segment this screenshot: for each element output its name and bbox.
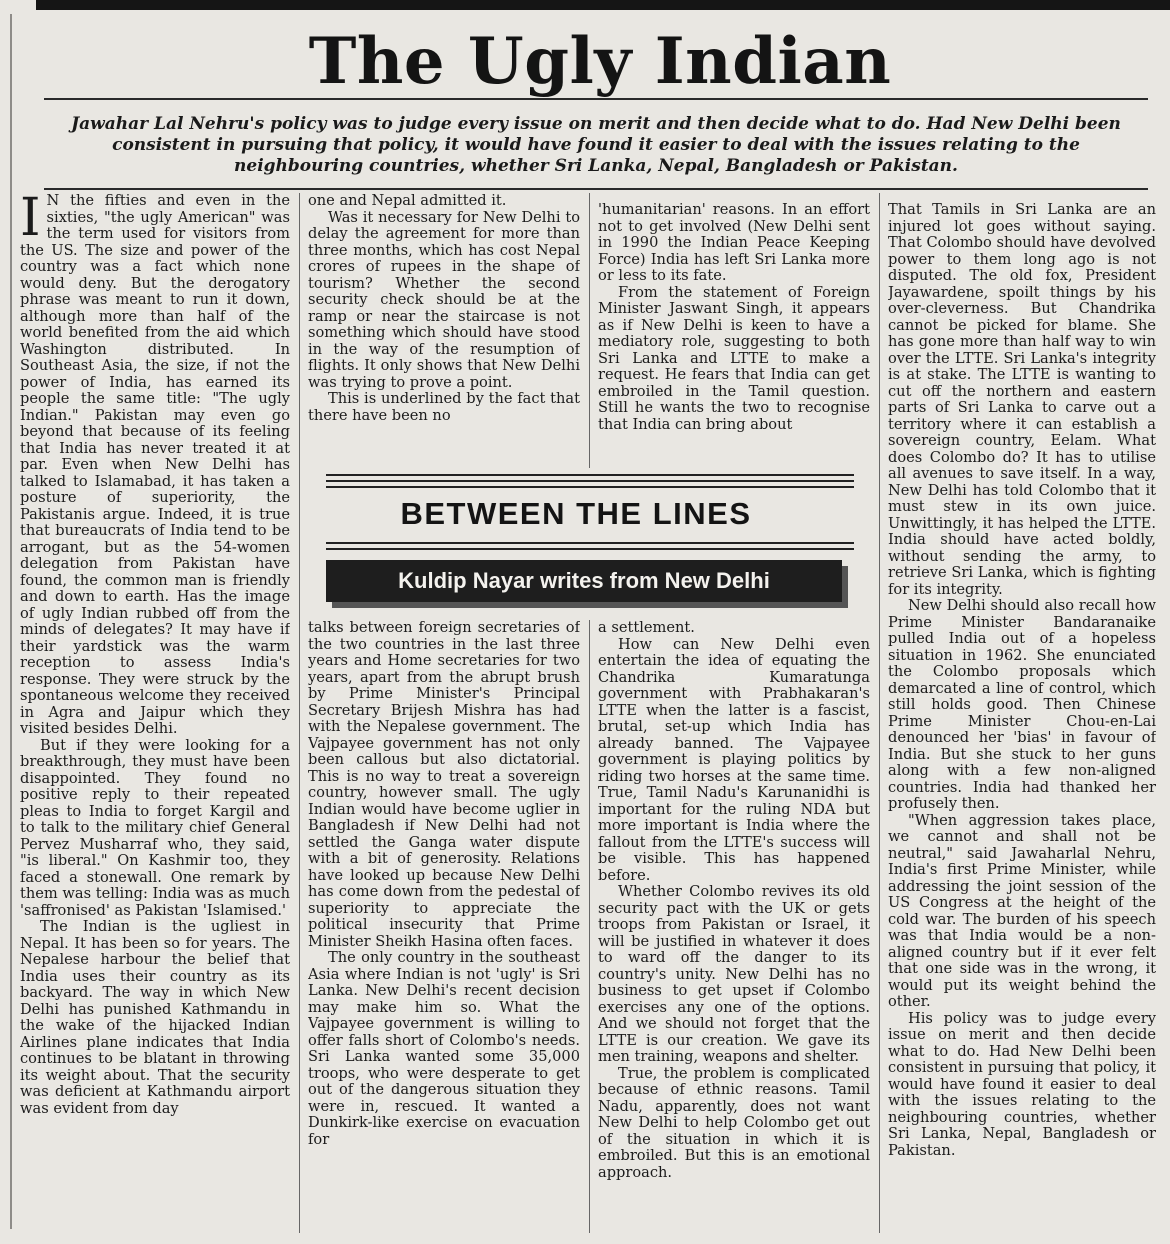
box-rule — [326, 542, 854, 544]
drop-cap: I — [20, 193, 41, 248]
column-rule — [299, 193, 300, 1233]
paragraph: True, the problem is complicated because of ethnic reasons. Tamil Nadu, apparently, does not want New Delhi to help Colombo get out of the situation in which it is embroiled. But this is an emotional approach. — [598, 1064, 870, 1181]
column-3-top — [598, 202, 870, 464]
paragraph: 'humanitarian' reasons. In an effort not to get involved (New Delhi sent in 1990 the Indian Peace Keeping Force) India has left Sri Lanka more or less to its fate. — [598, 202, 870, 284]
column-logo-box — [316, 468, 864, 618]
paragraph: But if they were looking for a breakthrough, they must have been disappointed. They found no positive reply to their repeated pleas to India to forget Kargil and to talk to the military chief General Pervez Musharraf who, they said, "is liberal." On Kashmir too, they faced a stonewall. One remark by them was telling: India was as much 'saffronised' as Pakistan 'Islamised.' — [20, 736, 290, 919]
paragraph: New Delhi should also recall how Prime Minister Bandaranaike pulled India out of a hopeless situation in 1962. She enunciated the Colombo proposals which demarcated a line of control, which still holds good. Then Chinese Prime Minister Chou-en-Lai denounced her 'bias' in favour of India. But she stuck to her guns along with a few non-aligned countries. India had thanked her profusely then. — [888, 597, 1156, 812]
paragraph: How can New Delhi even entertain the idea of equating the Chandrika Kumaratunga government with Prabhakaran's LTTE when the latter is a fascist, brutal, set-up which India has already banned. The Vajpayee government is playing politics by riding two horses at the same time. True, Tamil Nadu's Karunanidhi is important for the ruling NDA but more important is India where the fallout from the LTTE's success will be visible. This has happened before. — [598, 635, 870, 884]
column-title: BETWEEN THE LINES — [400, 496, 752, 531]
box-rule — [326, 480, 854, 482]
column-1 — [20, 193, 290, 1233]
paragraph: Was it necessary for New Delhi to delay the agreement for more than three months, which has cost Nepal crores of rupees in the shape of tourism? Whether the second security check should be at the ramp or near the staircase is not something which should have stood in the way of the resumption of flights. It only shows that New Delhi was trying to prove a point. — [308, 208, 580, 391]
paragraph — [20, 193, 290, 738]
paragraph: talks between foreign secretaries of the two countries in the last three years and Home secretaries for two years, apart from the abrupt brush by Prime Minister's Principal Secretary Brijesh Mishra has had with the Nepalese government. The Vajpayee government has not only been callous but also dictatorial. This is no way to treat a sovereign country, however small. The ugly Indian would have become uglier in Bangladesh if New Delhi had not settled the Ganga water dispute with a bit of generosity. Relations have looked up because New Delhi has come down from the pedestal of superiority to appreciate the political insecurity that Prime Minister Sheikh Hasina often faces. — [308, 620, 580, 950]
column-3-bottom — [598, 620, 870, 1235]
paragraph: This is underlined by the fact that there have been no — [308, 390, 580, 424]
paragraph: The Indian is the ugliest in Nepal. It has been so for years. The Nepalese harbour the belief that India uses their country as its backyard. The way in which New Delhi has punished Kathmandu in the wake of the hijacked Indian Airlines plane indicates that India continues to be blatant in throwing its weight about. That the security was deficient at Kathmandu airport was evident from day — [20, 918, 290, 1117]
column-4 — [888, 202, 1156, 1237]
box-rule — [326, 474, 854, 476]
column-2-top — [308, 193, 580, 463]
column-rule — [589, 193, 590, 468]
left-margin-line — [10, 14, 12, 1229]
column-2-bottom — [308, 620, 580, 1235]
paragraph: Whether Colombo revives its old security pact with the UK or gets troops from Pakistan or Israel, it will be justified in whatever it does to ward off the danger to its country's unity. New Delhi has no business to get upset if Colombo exercises any one of the options. And we should not forget that the LTTE is our creation. We gave its men training, weapons and shelter. — [598, 883, 870, 1065]
paragraph-text: N the fifties and even in the sixties, "the ugly American" was the term used for visitors from the US. The size and power of the country was a fact which none would deny. But the derogatory phrase was meant to run it down, although more than half of the world benefited from the aid which Washington distributed. In Southeast Asia, the size, if not the power of India, has earned its people the same title: "The ugly Indian." Pakistan may even go beyond that because of its feeling that India has never treated it at par. Even when New Delhi has talked to Islamabad, it has taken a posture of superiority, the Pakistanis argue. Indeed, it is true that bureaucrats of India tend to be arrogant, but as the 54-women delegation from Pakistan have found, the common man is friendly and down to earth. Has the image of ugly Indian rubbed off from the minds of delegates? It may have if their yardstick was the warm reception to assess India's response. They were struck by the spontaneous welcome they received in Agra and Jaipur which they visited besides Delhi. — [20, 193, 290, 737]
paragraph: one and Nepal admitted it. — [308, 193, 507, 209]
paragraph: a settlement. — [598, 620, 695, 636]
paragraph: From the statement of Foreign Minister Jaswant Singh, it appears as if New Delhi is keen to have a mediatory role, suggesting to both Sri Lanka and LTTE to make a request. He fears that India can get embroiled in the Tamil question. Still he wants the two to recognise that India can bring about — [598, 283, 870, 433]
headline: The Ugly Indian — [308, 24, 892, 99]
paragraph: "When aggression takes place, we cannot and shall not be neutral," said Jawaharlal Nehru, India's first Prime Minister, while addressing the joint session of the US Congress at the height of the cold war. The burden of his speech was that India would be a non-aligned country but if it ever felt that one side was in the wrong, it would put its weight behind the other. — [888, 811, 1156, 1010]
byline: Kuldip Nayar writes from New Delhi — [326, 560, 842, 602]
column-rule — [879, 193, 880, 1233]
paragraph: That Tamils in Sri Lanka are an injured lot goes without saying. That Colombo should have devolved power to them long ago is not disputed. The old fox, President Jayawardene, spoilt things by his over-cleverness. But Chandrika cannot be picked for blame. She has gone more than half way to win over the LTTE. Sri Lanka's integrity is at stake. The LTTE is wanting to cut off the northern and eastern parts of Sri Lanka to carve out a territory where it can establish a sovereign country, Eelam. What does Colombo do? It has to utilise all avenues to save itself. In a way, New Delhi has told Colombo that it must stew in its own juice. Unwittingly, it has helped the LTTE. India should have acted boldly, without sending the army, to retrieve Sri Lanka, which is fighting for its integrity. — [888, 202, 1156, 598]
top-black-bar — [36, 0, 1170, 10]
paragraph: His policy was to judge every issue on merit and then decide what to do. Had New Delhi been consistent in pursuing that policy, it would have found it easier to deal with the issues relating to the neighbouring countries, whether Sri Lanka, Nepal, Bangladesh or Pakistan. — [888, 1009, 1156, 1159]
standfirst — [44, 98, 1148, 190]
standfirst-text: Jawahar Lal Nehru's policy was to judge every issue on merit and then decide what to do. Had New Delhi been consistent in pursuing that policy, it would have found it easier to deal with the issues relating to the neighbouring countries, whether Sri Lanka, Nepal, Bangladesh or Pakistan. — [71, 114, 1121, 176]
box-rule — [326, 486, 854, 488]
column-rule — [589, 620, 590, 1233]
box-rule — [326, 548, 854, 550]
paragraph: The only country in the southeast Asia where Indian is not 'ugly' is Sri Lanka. New Delhi's recent decision may make him so. What the Vajpayee government is willing to offer falls short of Colombo's needs. Sri Lanka wanted some 35,000 troops, who were desperate to get out of the dangerous situation they were in, rescued. It wanted a Dunkirk-like exercise on evacuation for — [308, 949, 580, 1148]
